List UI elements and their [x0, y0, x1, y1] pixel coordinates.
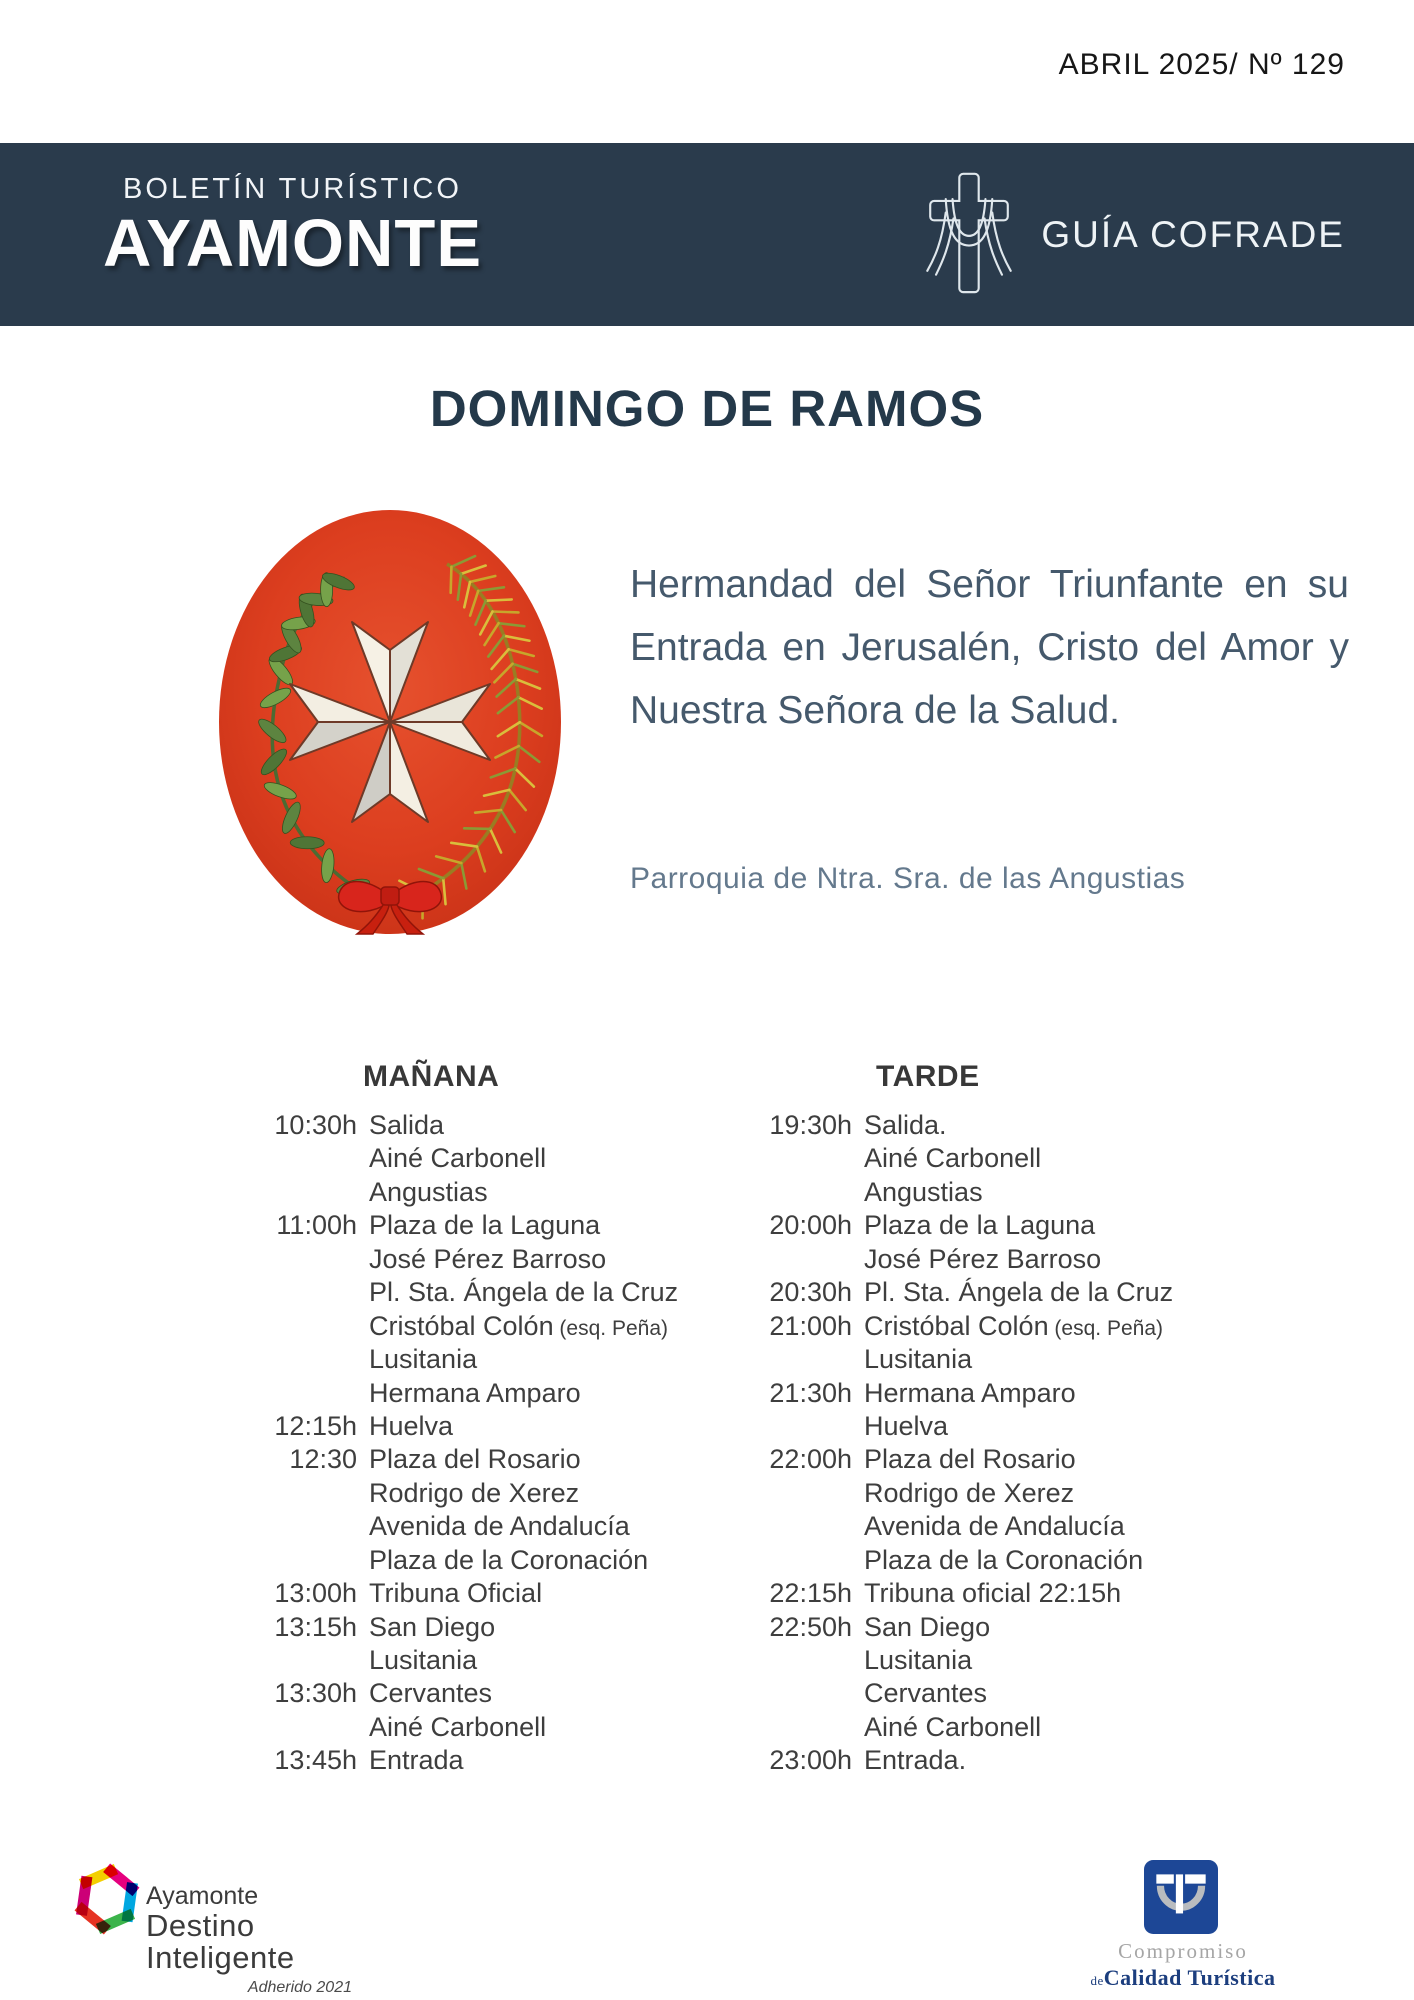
- schedule-row: [165, 1177, 655, 1210]
- schedule-time: 12:15h: [274, 1410, 357, 1441]
- schedule-row: [655, 1378, 1175, 1411]
- schedule-place: Avenida de Andalucía: [369, 1511, 630, 1542]
- schedule-row: [165, 1277, 679, 1310]
- destino-line3: Adherido 2021: [247, 1979, 352, 1996]
- schedule-place: José Pérez Barroso: [369, 1243, 607, 1274]
- hermandad-description: Hermandad del Señor Triunfante en su Entrada en Jerusalén, Cristo del Amor y Nuestra Señora de la Salud.: [630, 563, 1349, 732]
- schedule-place: Plaza del Rosario: [369, 1444, 581, 1475]
- schedule-place: Salida.: [864, 1110, 947, 1140]
- calidad-line1: Compromiso: [1118, 1939, 1248, 1963]
- schedule-row: [655, 1411, 1175, 1444]
- schedule-place: Angustias: [369, 1176, 488, 1207]
- schedule-time: 13:00h: [274, 1578, 357, 1609]
- schedule-row: [165, 1378, 655, 1411]
- schedule-time: 10:30h: [274, 1110, 357, 1140]
- schedule-row: [655, 1143, 1175, 1176]
- schedule-time: 13:15h: [274, 1611, 357, 1642]
- schedule-row: [655, 1545, 1175, 1578]
- schedule-row: [655, 1478, 1175, 1511]
- guia-cofrade-label: GUÍA COFRADE: [1041, 213, 1345, 255]
- schedule-row: [655, 1277, 1175, 1310]
- destino-inteligente-logo: [72, 1860, 142, 1938]
- schedule-place: Plaza del Rosario: [864, 1444, 1076, 1475]
- schedule-place: José Pérez Barroso: [864, 1243, 1102, 1274]
- schedule-row: [165, 1310, 668, 1344]
- schedule-row: [655, 1578, 1175, 1611]
- schedule-row: [655, 1678, 1175, 1711]
- draped-cross-icon: [923, 168, 1015, 301]
- schedule-row: [165, 1545, 655, 1578]
- schedule-row: [165, 1478, 655, 1511]
- schedule-row: [165, 1678, 655, 1711]
- schedule-place: Plaza de la Coronación: [864, 1544, 1144, 1575]
- brand-block: [100, 173, 485, 279]
- schedule-place: Ainé Carbonell: [369, 1143, 547, 1174]
- schedule-row: [655, 1244, 1175, 1277]
- schedule-place: Ainé Carbonell: [369, 1711, 547, 1742]
- schedule-place: Plaza de la Laguna: [369, 1210, 601, 1241]
- schedule-place: Pl. Sta. Ángela de la Cruz: [369, 1277, 679, 1308]
- schedule-time: 13:45h: [274, 1745, 357, 1776]
- schedule-time: 20:30h: [769, 1277, 852, 1308]
- schedule-place: Huelva: [369, 1410, 454, 1441]
- schedule-place: Entrada: [369, 1745, 464, 1776]
- schedule-row: [655, 1511, 1175, 1544]
- schedule-place: Ainé Carbonell: [864, 1143, 1042, 1174]
- schedule-row: [165, 1444, 655, 1477]
- schedule-row: [655, 1645, 1175, 1678]
- schedule-place: Huelva: [864, 1410, 949, 1441]
- schedule-row: [655, 1712, 1175, 1745]
- schedule-column-evening: [655, 1110, 1175, 1779]
- column-header-tarde: TARDE: [876, 1060, 980, 1093]
- schedule-place: Lusitania: [369, 1344, 478, 1375]
- schedule-place: Plaza de la Coronación: [369, 1544, 649, 1575]
- schedule-place: Salida: [369, 1110, 445, 1140]
- schedule-row: [165, 1344, 655, 1377]
- destino-inteligente-text: [146, 1882, 352, 1997]
- calidad-turistica-text: [1083, 1939, 1283, 1991]
- schedule-time: 13:30h: [274, 1678, 357, 1709]
- schedule-time: 11:00h: [276, 1210, 357, 1241]
- schedule-time: 22:15h: [769, 1578, 852, 1609]
- schedule-row: [655, 1177, 1175, 1210]
- schedule-place: Cristóbal Colón (esq. Peña): [864, 1310, 1163, 1341]
- schedule-place: Avenida de Andalucía: [864, 1511, 1125, 1542]
- schedule-place: Entrada.: [864, 1745, 967, 1776]
- schedule-place: San Diego: [864, 1611, 991, 1642]
- schedule-place: Cervantes: [864, 1678, 988, 1709]
- guia-cofrade-block: [923, 143, 1345, 326]
- header-band: [0, 143, 1414, 326]
- schedule-place: Tribuna Oficial: [369, 1578, 543, 1609]
- schedule-row: [165, 1244, 655, 1277]
- schedule-row: [165, 1712, 655, 1745]
- schedule-time: 23:00h: [769, 1745, 852, 1776]
- parish-line: Parroquia de Ntra. Sra. de las Angustias: [630, 862, 1186, 895]
- schedule-time: 22:00h: [769, 1444, 852, 1475]
- schedule-place: Ainé Carbonell: [864, 1711, 1042, 1742]
- schedule-place: Angustias: [864, 1176, 983, 1207]
- schedule-row: [165, 1110, 655, 1143]
- schedule-time: 19:30h: [769, 1110, 852, 1140]
- calidad-turistica-logo: [1144, 1860, 1218, 1934]
- schedule-place: Plaza de la Laguna: [864, 1210, 1096, 1241]
- issue-date: ABRIL 2025/ Nº 129: [1058, 48, 1345, 81]
- schedule-row: [655, 1444, 1175, 1477]
- calidad-line2-prefix: de: [1090, 1973, 1104, 1988]
- calidad-line2: [1083, 1965, 1283, 1991]
- schedule-time: 21:30h: [769, 1377, 852, 1408]
- brand-kicker: BOLETÍN TURÍSTICO: [123, 173, 462, 205]
- schedule-row: [165, 1578, 655, 1611]
- schedule-place: Lusitania: [864, 1344, 973, 1375]
- schedule-row: [655, 1210, 1175, 1243]
- schedule-row: [165, 1210, 655, 1243]
- schedule-time: 21:00h: [769, 1310, 852, 1341]
- schedule-row: [165, 1645, 655, 1678]
- schedule-place: Tribuna oficial 22:15h: [864, 1578, 1122, 1609]
- schedule-time: 12:30: [289, 1444, 357, 1475]
- schedule-place: Lusitania: [864, 1645, 973, 1675]
- schedule-row: [165, 1511, 655, 1544]
- schedule-column-morning: [165, 1110, 679, 1779]
- schedule-place: Hermana Amparo: [864, 1377, 1076, 1408]
- schedule-place: San Diego: [369, 1611, 496, 1642]
- schedule-place: Pl. Sta. Ángela de la Cruz: [864, 1277, 1174, 1308]
- brand-title: AYAMONTE: [102, 206, 483, 281]
- calidad-line2-main: Calidad Turística: [1103, 1965, 1276, 1990]
- schedule-place: Rodrigo de Xerez: [369, 1477, 580, 1508]
- schedule-row: [165, 1612, 655, 1645]
- hermandad-emblem: [217, 508, 563, 936]
- schedule-row: [655, 1344, 1175, 1377]
- schedule-time: 20:00h: [769, 1210, 852, 1241]
- column-header-manana: MAÑANA: [363, 1060, 500, 1093]
- schedule-time: 22:50h: [769, 1611, 852, 1642]
- schedule-place: Rodrigo de Xerez: [864, 1477, 1075, 1508]
- schedule-place: Cristóbal Colón (esq. Peña): [369, 1310, 668, 1341]
- schedule-row: [655, 1612, 1175, 1645]
- schedule-row: [165, 1745, 655, 1778]
- schedule-row: [165, 1143, 655, 1176]
- schedule-place: Cervantes: [369, 1678, 493, 1709]
- schedule-place-note: (esq. Peña): [1048, 1316, 1163, 1340]
- schedule-place: Hermana Amparo: [369, 1377, 581, 1408]
- schedule-row: [655, 1311, 1175, 1344]
- schedule-place-note: (esq. Peña): [553, 1316, 668, 1340]
- schedule-row: [655, 1745, 1175, 1778]
- destino-line2: Destino Inteligente: [146, 1908, 295, 1975]
- schedule-row: [165, 1411, 655, 1444]
- schedule-row: [655, 1110, 1175, 1143]
- schedule-place: Lusitania: [369, 1645, 478, 1675]
- page-title: DOMINGO DE RAMOS: [429, 380, 985, 437]
- destino-line1: Ayamonte: [146, 1882, 259, 1910]
